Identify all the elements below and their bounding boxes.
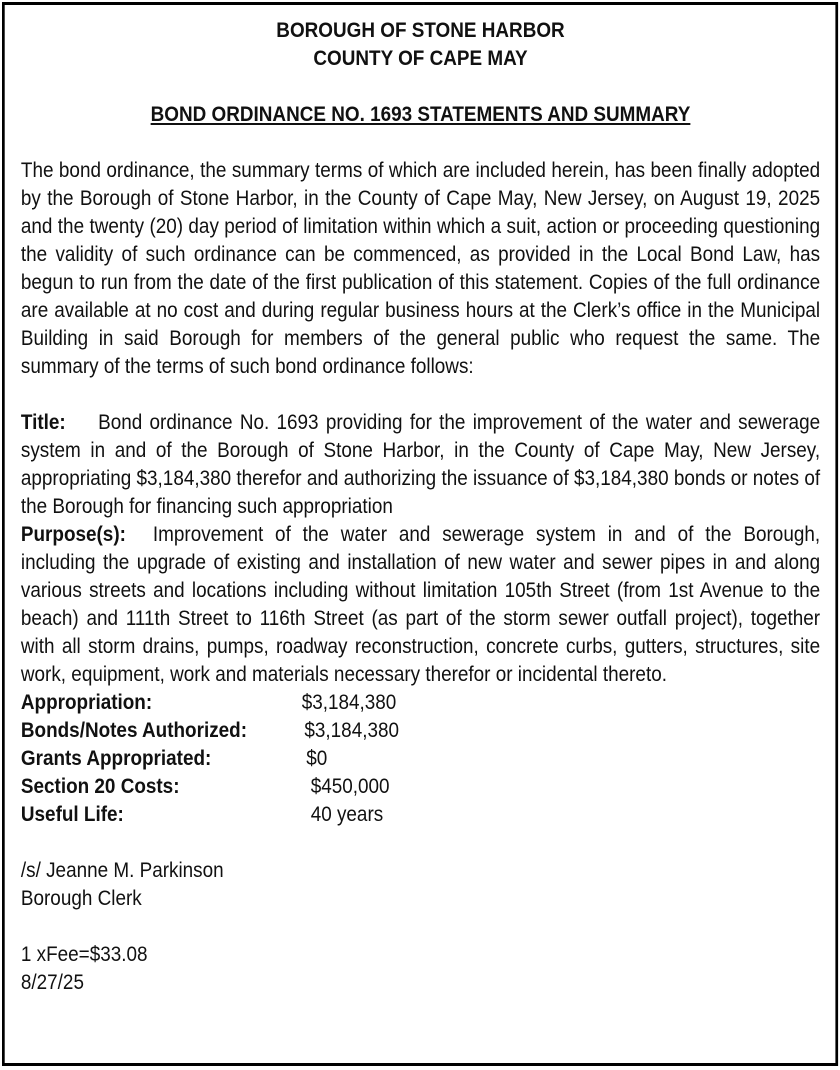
intro-paragraph: The bond ordinance, the summary terms of which are included herein, has been finally adopted by the Borough of Stone Harbor, in the County of Cape May, New Jersey, on August 19, 2025 and the twenty (20) day period of limitation within which a suit, action or proceeding questioning the validity of such ordinance can be commenced, as provided in the Local Bond Law, has begun to run from the date of the first publication of this statement. Copies of the full ordinance are available at no cost and during regular business hours at the Clerk’s office in the Municipal Building in said Borough for members of the general public who request the same. The summary of the terms of such bond ordinance follows:: [20, 159, 821, 378]
fact-row-useful-life: [21, 801, 820, 829]
notice-title: BOND ORDINANCE NO. 1693 STATEMENTS AND SUMMARY: [150, 103, 691, 126]
purpose-paragraph: [21, 521, 820, 689]
fact-label: Section 20 Costs:: [20, 775, 180, 798]
fact-label: Useful Life:: [20, 803, 124, 826]
signature-title: Borough Clerk: [20, 887, 142, 910]
fact-value: $0: [306, 747, 328, 770]
fact-value: $3,184,380: [301, 691, 397, 714]
purpose-text: Improvement of the water and sewerage system in and of the Borough, including the upgrade of existing and installation of new water and sewer pipes in and along various streets and locations including without limitation 105th Street (from 1st Avenue to the beach) and 111th Street to 116th Street (as part of the storm sewer outfall project), together with all storm drains, pumps, roadway reconstruction, concrete curbs, gutters, structures, site work, equipment, work and materials necessary therefor or incidental thereto.: [20, 523, 821, 686]
fact-value: $450,000: [310, 775, 390, 798]
publication-date: 8/27/25: [20, 971, 84, 994]
fact-label: Appropriation:: [20, 691, 153, 714]
fact-label: Grants Appropriated:: [20, 747, 212, 770]
fact-value: 40 years: [310, 803, 384, 826]
title-label: Title:: [20, 411, 66, 434]
county-name: COUNTY OF CAPE MAY: [313, 47, 528, 70]
legal-notice: [2, 2, 838, 1066]
fact-row-section-20: [21, 773, 820, 801]
signature-name: /s/ Jeanne M. Parkinson: [20, 859, 224, 882]
fact-row-grants: [21, 745, 820, 773]
fact-label: Bonds/Notes Authorized:: [20, 719, 247, 742]
title-paragraph: [21, 409, 820, 521]
purpose-label: Purpose(s):: [20, 523, 126, 546]
fact-value: $3,184,380: [304, 719, 399, 742]
signature-block: [21, 857, 820, 913]
publication-footer: [21, 941, 820, 997]
fact-row-appropriation: [21, 689, 820, 717]
title-text: Bond ordinance No. 1693 providing for the improvement of the water and sewerage system in and of the Borough of Stone Harbor, in the County of Cape May, New Jersey, appropriating $3,184,380 therefor and authorizing the issuance of $3,184,380 bonds or notes of the Borough for financing such appropriation: [20, 411, 821, 518]
fee-line: 1 xFee=$33.08: [20, 943, 148, 966]
fact-row-bonds-notes: [21, 717, 820, 745]
borough-name: BOROUGH OF STONE HARBOR: [276, 19, 565, 42]
